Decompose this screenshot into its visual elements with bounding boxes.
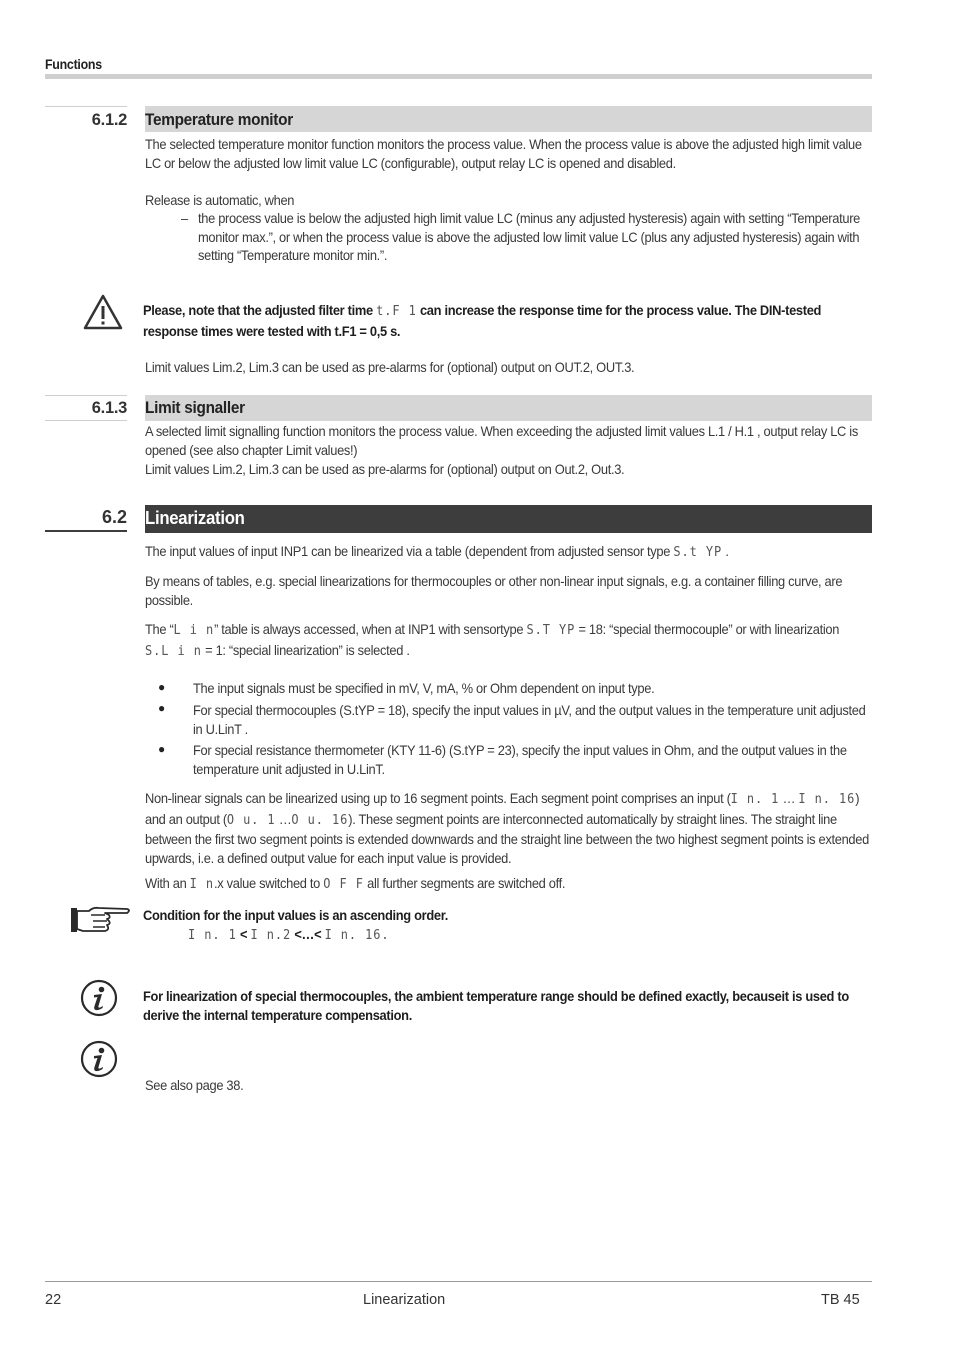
list-item: For special thermocouples (S.tYP = 18), specify the input values in µV, and the output values in the temperature unit adjusted in U.LinT . — [193, 702, 866, 737]
warning-note: Please, note that the adjusted filter time t.F 1 can increase the response time for the process value. The DIN-tested response times were tested with t.F1 = 0,5 s. — [143, 302, 822, 339]
section-heading-bar-dark — [145, 505, 872, 533]
page-number: 22 — [45, 1292, 62, 1308]
section-number-612: 6.1.2 — [91, 111, 127, 129]
info-icon — [80, 979, 118, 1017]
footer-chapter: Linearization — [363, 1292, 446, 1308]
off-code: O F F — [323, 877, 364, 892]
paragraph: Release is automatic, when — [145, 192, 295, 208]
section-title-612: Temperature monitor — [145, 111, 293, 129]
lin-table-code: L i n — [173, 623, 215, 638]
pointing-hand-icon — [69, 903, 133, 937]
top-rule — [45, 74, 872, 79]
linearization-code: S.L i n — [145, 643, 202, 659]
info-note: For linearization of special thermocouples, the ambient temperature range should be defined exactly, becauseit is used to derive the internal temperature compensation. — [143, 988, 849, 1023]
section-number-rule — [45, 106, 127, 107]
paragraph: The selected temperature monitor function monitors the process value. When the process value is above the adjusted high limit value LC or below the adjusted low limit value LC (configurable), output relay LC is opened and disabled. — [145, 136, 862, 171]
input-1-code: I n. 1 — [188, 928, 237, 943]
condition-note: Condition for the input values is an ascending order. — [143, 907, 448, 923]
output-start-code: O u. 1 — [226, 812, 276, 828]
running-head: Functions — [45, 57, 102, 72]
dash-list-item: the process value is below the adjusted high limit value LC (minus any adjusted hysteresis) again with setting “Temperature monitor max.”, or when the process value is above the adjusted low limit value LC (plus any adjusted hysteresis) again with setting “Temperature monitor min.”. — [198, 210, 860, 263]
paragraph: By means of tables, e.g. special linearizations for thermocouples or other non-linear input signals, e.g. a container filling curve, are possible. — [145, 573, 843, 608]
filter-time-code: t.F 1 — [376, 304, 417, 319]
section-number-613: 6.1.3 — [91, 399, 127, 417]
paragraph: The “L i n” table is always accessed, when at INP1 with sensortype S.T YP = 18: “special thermocouple” or with linearization S.L i n = 1: “special linearization” is selected . — [145, 621, 840, 659]
input-2-code: I n.2 — [250, 928, 292, 943]
order-expression: I n. 1 < I n.2 <…< I n. 16. — [188, 926, 390, 943]
list-item: For special resistance thermometer (KTY 11-6) (S.tYP = 23), specify the input values in Ohm, and the output values in the temperature unit adjusted in U.LinT. — [193, 742, 847, 777]
list-item: The input signals must be specified in mV, V, mA, % or Ohm dependent on input type. — [193, 680, 655, 696]
section-title-62: Linearization — [145, 508, 245, 528]
input-16-code: I n. 16. — [324, 928, 390, 943]
info-icon — [80, 1040, 118, 1078]
output-end-code: O u. 16 — [291, 812, 349, 828]
bullet-marker: ● — [158, 680, 166, 694]
section-number-rule — [45, 530, 127, 532]
bullet-marker: ● — [158, 742, 166, 756]
input-end-code: I n. 16 — [798, 792, 856, 807]
paragraph: Limit values Lim.2, Lim.3 can be used as pre-alarms for (optional) output on OUT.2, OUT.3. — [145, 359, 635, 375]
paragraph: Limit values Lim.2, Lim.3 can be used as pre-alarms for (optional) output on Out.2, Out.3. — [145, 461, 625, 477]
bullet-marker: ● — [158, 701, 166, 715]
footer-doc-id: TB 45 — [821, 1292, 860, 1308]
section-heading-bar — [145, 395, 872, 421]
input-x-code: I n — [189, 877, 215, 892]
section-number-rule — [45, 420, 127, 421]
section-title-613: Limit signaller — [145, 399, 245, 417]
section-number-62: 6.2 — [101, 507, 127, 527]
dash-marker: – — [181, 210, 188, 226]
sensor-type-code: S.t YP — [673, 545, 723, 560]
footer-rule — [45, 1281, 872, 1282]
paragraph: Non-linear signals can be linearized using up to 16 segment points. Each segment point comprises an input (I n. 1 … I n. 16) and an output (O u. 1 …O u. 16). These segment points are interconnected automatically by straight lines. The straight line between the first two segment points is extended downwards and the straight line between the two highest segment points is extended upwards, i.e. a defined output value for each input value is provided. — [145, 790, 869, 866]
sensor-type-code: S.T YP — [526, 623, 576, 638]
section-number-rule — [45, 395, 127, 396]
see-also-text: See also page 38. — [145, 1077, 244, 1093]
warning-icon — [82, 293, 124, 331]
paragraph: The input values of input INP1 can be linearized via a table (dependent from adjusted sensor type S.t YP . — [145, 543, 729, 560]
paragraph: A selected limit signalling function monitors the process value. When exceeding the adjusted limit values L.1 / H.1 , output relay LC is opened (see also chapter Limit values!) — [145, 423, 858, 458]
paragraph: With an I n.x value switched to O F F all further segments are switched off. — [145, 875, 566, 892]
input-start-code: I n. 1 — [730, 792, 780, 807]
